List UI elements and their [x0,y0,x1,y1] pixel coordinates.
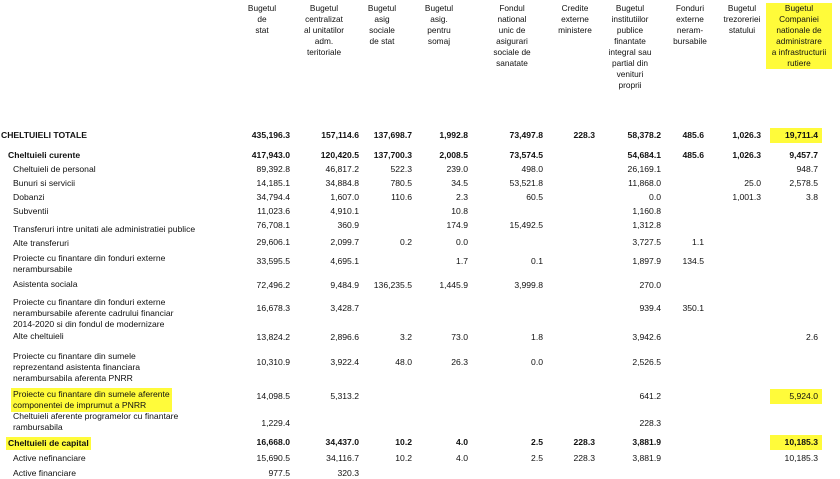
table-cell: 29,606.1 [256,237,290,247]
table-cell: 435,196.3 [251,130,290,140]
column-header: Fonduri externe neram- bursabile [673,3,707,46]
column-header: Bugetul de stat [247,3,277,35]
column-header: Bugetul asig. pentru somaj [424,3,454,46]
table-cell: 1,897.9 [632,256,661,266]
table-cell: 26,169.1 [627,164,661,174]
table-cell: 58,378.2 [627,130,661,140]
table-cell: 4,910.1 [330,206,359,216]
table-cell: 780.5 [390,178,412,188]
table-cell: 10,185.3 [770,435,822,450]
table-cell: 16,668.0 [256,437,290,447]
table-cell: 2,526.5 [632,357,661,367]
table-cell: 320.3 [337,468,359,478]
table-cell: 10,185.3 [784,453,818,463]
table-cell: 34.5 [451,178,468,188]
table-cell: 977.5 [268,468,290,478]
table-cell: 9,484.9 [330,280,359,290]
table-cell: 120,420.5 [320,150,359,160]
table-cell: 14,185.1 [256,178,290,188]
table-cell: 3,881.9 [632,437,661,447]
table-cell: 1,160.8 [632,206,661,216]
table-cell: 13,824.2 [256,332,290,342]
table-cell: 3,881.9 [632,453,661,463]
row-label: Transferuri intre unitati ale administratiei publice [13,224,196,234]
table-cell: 5,313.2 [330,391,359,401]
table-cell: 2.5 [531,437,543,447]
table-cell: 11,868.0 [628,178,661,188]
table-cell: 34,794.4 [256,192,290,202]
table-cell: 14,098.5 [256,391,290,401]
table-cell: 228.3 [639,418,661,428]
table-cell: 641.2 [639,391,661,401]
table-cell: 939.4 [639,303,661,313]
table-cell: 0.0 [456,237,468,247]
table-cell: 1,312.8 [632,220,661,230]
table-cell: 136,235.5 [373,280,412,290]
table-cell: 25.0 [744,178,761,188]
column-header: Bugetul Companiei nationale de administrare a infrastructurii rutiere [766,3,832,69]
row-label: Cheltuieli curente [8,150,81,160]
row-label: Alte transferuri [13,238,69,248]
column-header: Bugetul institutiilor publice finantate integral sau partial din venituri proprii [608,3,652,90]
table-cell: 48.0 [395,357,412,367]
table-cell: 1,445.9 [439,280,468,290]
table-cell: 4,695.1 [330,256,359,266]
table-cell: 1,992.8 [439,130,468,140]
table-cell: 73,574.5 [509,150,543,160]
column-header: Bugetul asig sociale de stat [367,3,397,46]
column-header: Bugetul centralizat al unitatilor adm. teritoriale [303,3,345,57]
table-cell: 89,392.8 [256,164,290,174]
table-cell: 1,026.3 [732,130,761,140]
table-cell: 46,817.2 [325,164,359,174]
table-cell: 239.0 [446,164,468,174]
table-cell: 72,496.2 [256,280,290,290]
table-cell: 174.9 [446,220,468,230]
table-cell: 3,727.5 [632,237,661,247]
table-cell: 228.3 [573,453,595,463]
table-cell: 34,116.7 [326,453,359,463]
table-cell: 10.8 [451,206,468,216]
table-cell: 9,457.7 [789,150,818,160]
table-cell: 2.5 [531,453,543,463]
table-cell: 1.7 [456,256,468,266]
table-cell: 1.8 [531,332,543,342]
table-cell: 0.0 [531,357,543,367]
table-cell: 0.0 [649,192,661,202]
table-cell: 15,690.5 [256,453,290,463]
column-header: Credite externe ministere [558,3,592,35]
table-cell: 0.2 [400,237,412,247]
table-cell: 3,942.6 [632,332,661,342]
table-cell: 3,428.7 [330,303,359,313]
table-cell: 137,700.3 [373,150,412,160]
row-label: Proiecte cu finantare din sumele aferente componentei de imprumut a PNRR [13,389,170,410]
table-cell: 2,008.5 [439,150,468,160]
row-label: Dobanzi [13,192,45,202]
table-cell: 3.8 [806,192,818,202]
table-cell: 2.3 [456,192,468,202]
table-cell: 270.0 [639,280,661,290]
table-cell: 1,607.0 [330,192,359,202]
table-cell: 19,711.4 [770,128,822,143]
table-cell: 10.2 [395,437,412,447]
table-cell: 34,884.8 [325,178,359,188]
row-label: Bunuri si servicii [13,178,76,188]
table-cell: 33,595.5 [256,256,290,266]
table-cell: 3.2 [400,332,412,342]
table-cell: 15,492.5 [509,220,543,230]
table-cell: 3,922.4 [330,357,359,367]
row-label: Proiecte cu finantare din fonduri externe nerambursabile [13,253,166,274]
column-header: Fondul national unic de asigurari sociale de sanatate [493,3,531,68]
table-cell: 2.6 [806,332,818,342]
table-cell: 60.5 [526,192,543,202]
table-cell: 1.1 [692,237,704,247]
table-cell: 10.2 [395,453,412,463]
table-cell: 1,026.3 [732,150,761,160]
table-cell: 34,437.0 [325,437,359,447]
row-label: Subventii [13,206,49,216]
row-label: Proiecte cu finantare din sumele reprezentand asistenta financiara nerambursabila aferenta PNRR [13,351,141,383]
table-cell: 11,023.6 [257,206,290,216]
table-cell: 110.6 [391,192,412,202]
table-cell: 3,999.8 [514,280,543,290]
table-cell: 498.0 [521,164,543,174]
table-cell: 4.0 [456,437,468,447]
table-cell: 350.1 [682,303,704,313]
table-cell: 73.0 [451,332,468,342]
table-cell: 5,924.0 [770,389,822,404]
table-cell: 157,114.6 [321,130,359,140]
table-cell: 2,099.7 [330,237,359,247]
table-cell: 360.9 [337,220,359,230]
row-label: Cheltuieli aferente programelor cu finantare rambursabila [13,411,179,432]
row-label: Active nefinanciare [13,453,86,463]
table-cell: 134.5 [682,256,704,266]
table-cell: 54,684.1 [627,150,661,160]
table-cell: 16,678.3 [256,303,290,313]
table-cell: 417,943.0 [251,150,290,160]
table-cell: 76,708.1 [256,220,290,230]
row-label: Proiecte cu finantare din fonduri externe nerambursabile aferente cadrului financiar 2014-2020 si din fondul de modernizare [13,297,174,329]
table-cell: 26.3 [451,357,468,367]
table-cell: 0.1 [531,256,543,266]
table-cell: 228.3 [573,130,595,140]
table-cell: 2,578.5 [789,178,818,188]
row-label: Alte cheltuieli [13,331,64,341]
table-cell: 2,896.6 [330,332,359,342]
table-cell: 1,001.3 [732,192,761,202]
table-cell: 10,310.9 [256,357,290,367]
table-cell: 522.3 [390,164,412,174]
table-cell: 4.0 [456,453,468,463]
row-label: Active financiare [13,468,77,478]
table-cell: 73,497.8 [509,130,543,140]
table-cell: 228.3 [573,437,595,447]
table-cell: 485.6 [682,130,704,140]
table-cell: 485.6 [682,150,704,160]
row-label: Cheltuieli de personal [13,164,96,174]
column-header: Bugetul trezoreriei statului [723,3,761,35]
row-label: Asistenta sociala [13,279,78,289]
table-cell: 1,229.4 [261,418,290,428]
row-label: CHELTUIELI TOTALE [1,130,87,140]
row-label: Cheltuieli de capital [8,438,89,448]
table-cell: 53,521.8 [509,178,543,188]
table-cell: 948.7 [796,164,818,174]
table-cell: 137,698.7 [373,130,412,140]
